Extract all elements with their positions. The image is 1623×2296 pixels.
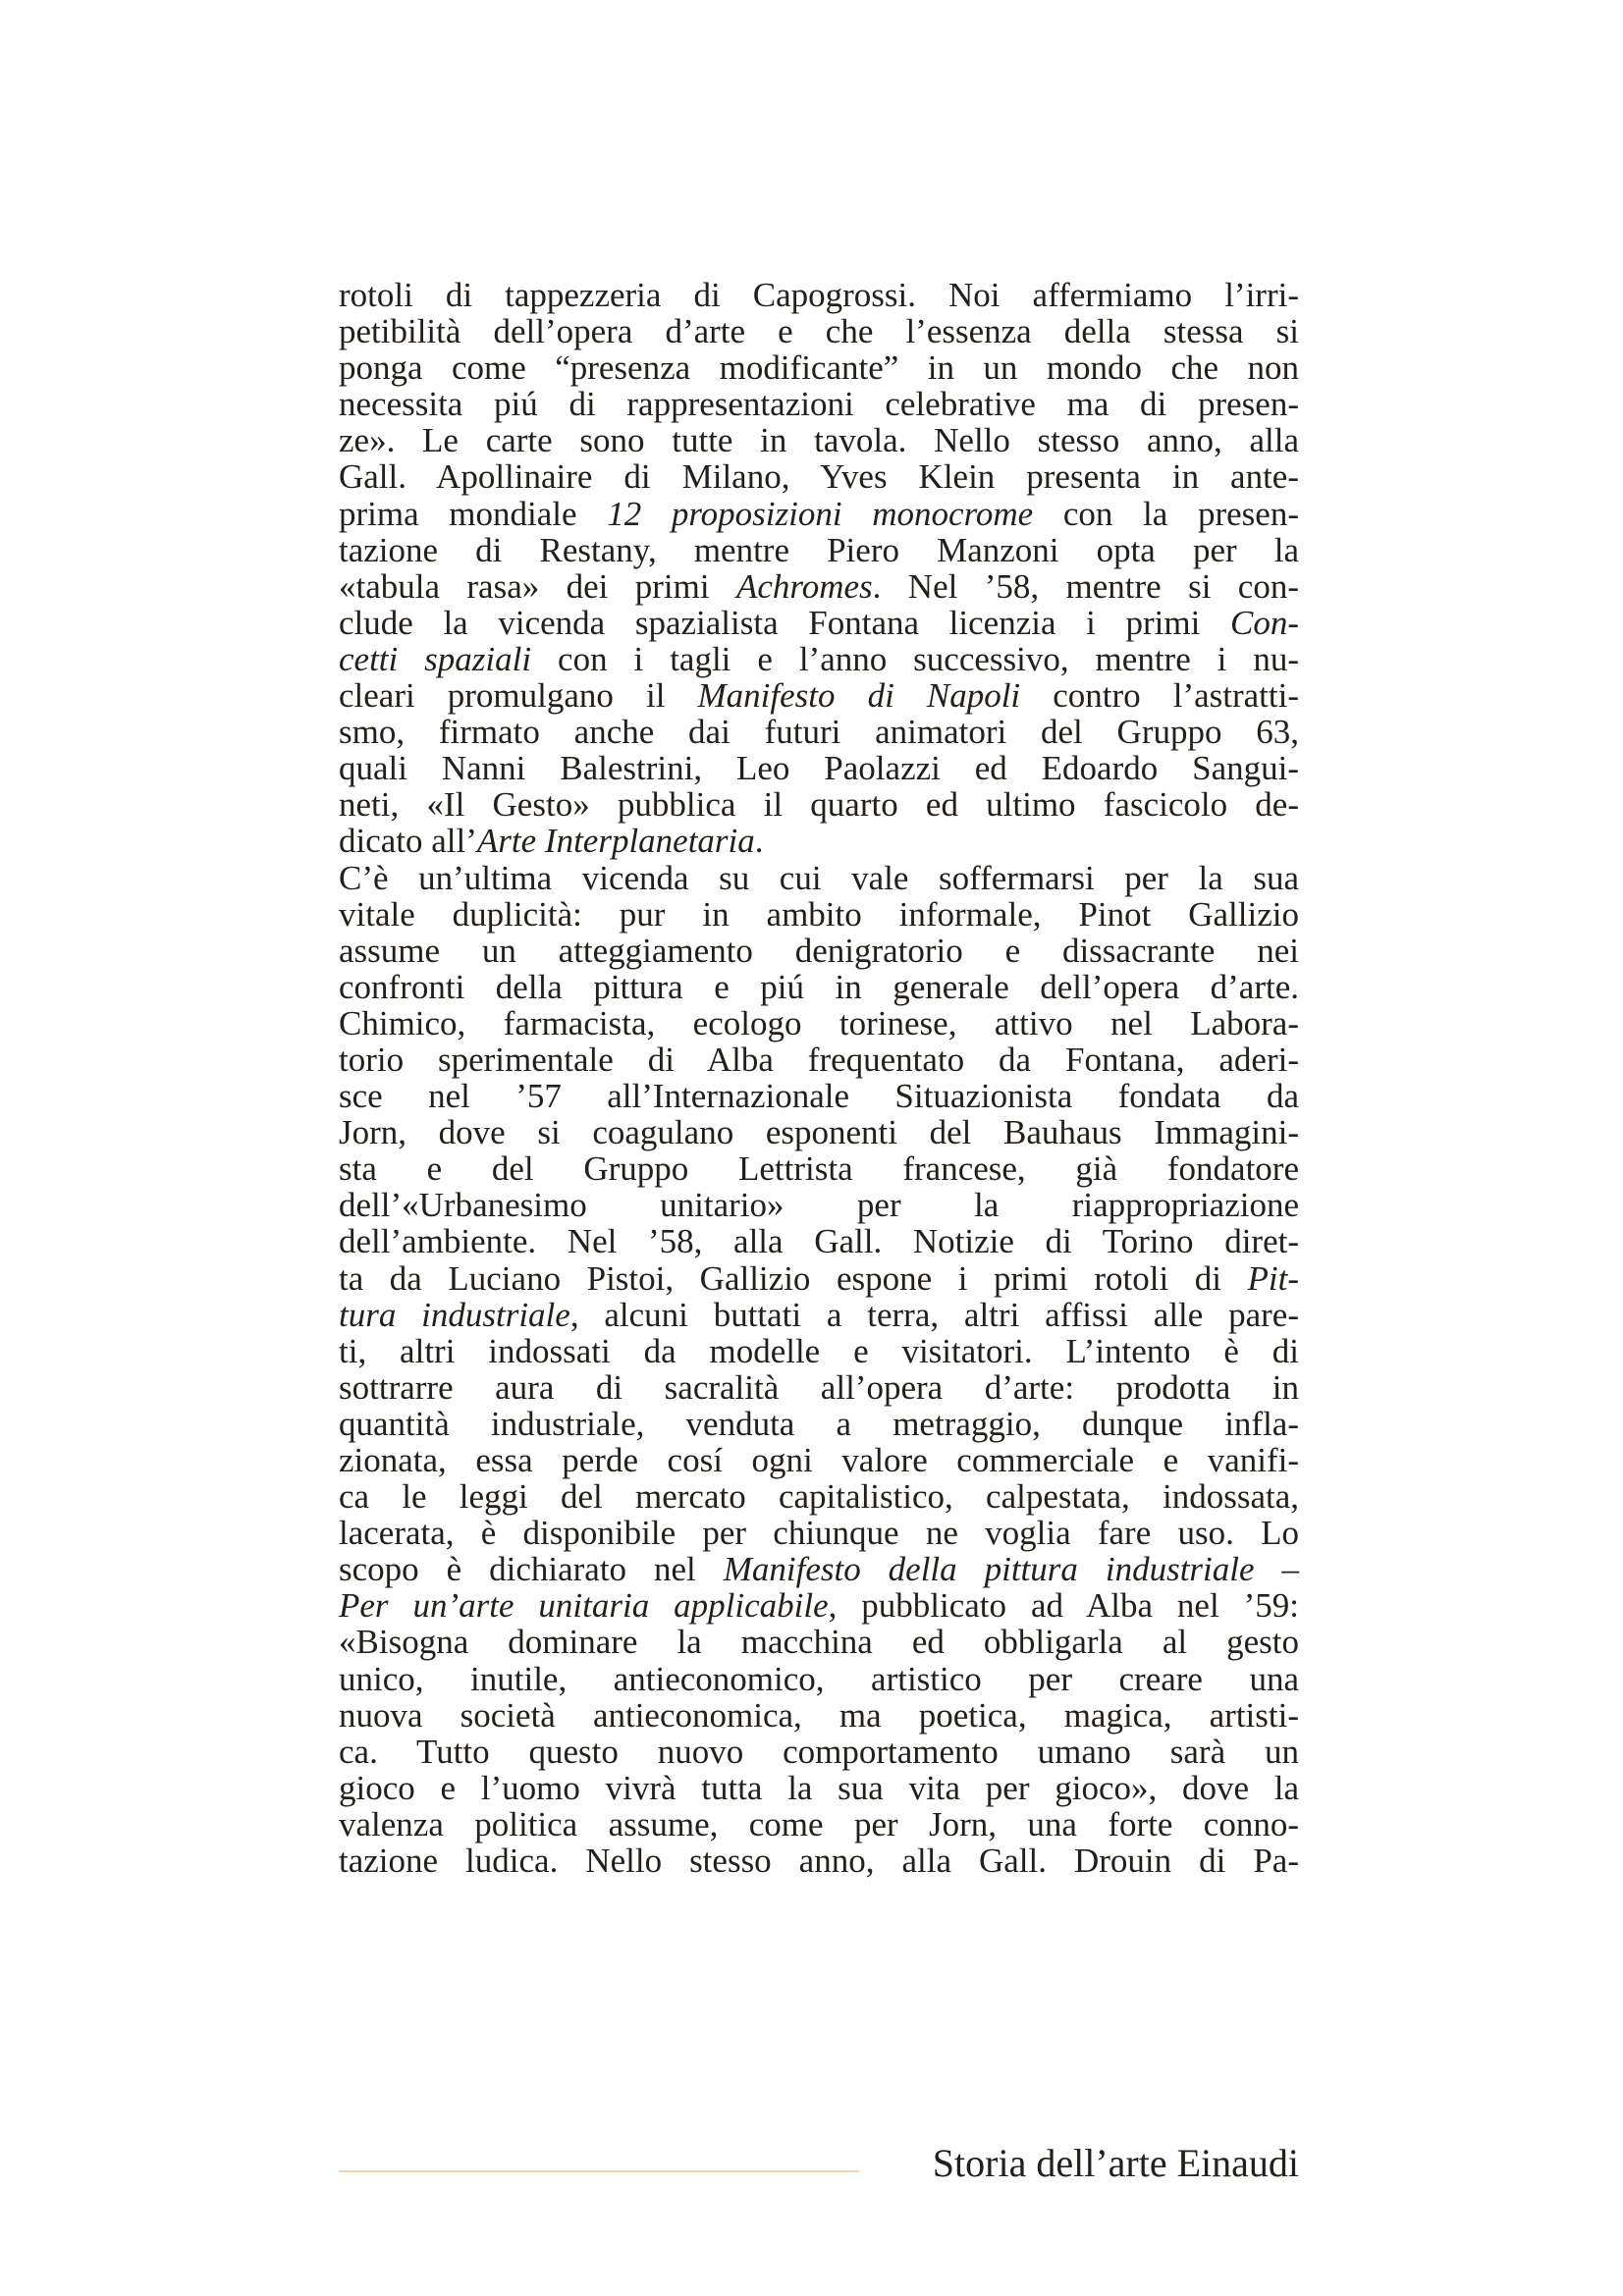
text-line bbox=[339, 1187, 1299, 1223]
text-segment: Jorn, dove si coagulano esponenti del Bauhaus Immagini- bbox=[339, 1113, 1299, 1152]
text-segment: , pubblicato ad Alba nel ’59: bbox=[828, 1586, 1299, 1626]
text-segment: cleari promulgano il bbox=[339, 676, 698, 716]
text-line bbox=[339, 1078, 1299, 1114]
text-line bbox=[339, 1734, 1299, 1770]
text-segment: nuova società antieconomica, ma poetica, magica, artisti- bbox=[339, 1695, 1299, 1735]
text-line bbox=[339, 349, 1299, 386]
text-segment: dicato all’ bbox=[339, 822, 477, 861]
text-line bbox=[339, 1587, 1299, 1624]
text-line bbox=[339, 1005, 1299, 1041]
text-segment: assume un atteggiamento denigratorio e dissacrante nei bbox=[339, 931, 1299, 970]
footer-title: Storia dell’arte Einaudi bbox=[932, 2141, 1299, 2185]
italic-title: Arte Interplanetaria bbox=[476, 822, 755, 861]
text-segment: tazione di Restany, mentre Piero Manzoni opta per la bbox=[339, 530, 1299, 569]
text-line bbox=[339, 1551, 1299, 1587]
text-line bbox=[339, 1041, 1299, 1078]
text-line bbox=[339, 1260, 1299, 1297]
text-segment: vitale duplicità: pur in ambito informale, Pinot Gallizio bbox=[339, 894, 1299, 934]
text-segment: «tabula rasa» dei primi bbox=[339, 566, 736, 606]
text-line bbox=[339, 1515, 1299, 1551]
italic-title: Achromes bbox=[736, 566, 873, 606]
text-segment: . Nel ’58, mentre si con- bbox=[872, 566, 1299, 606]
text-segment: petibilità dell’opera d’arte e che l’essenza della stessa si bbox=[339, 312, 1299, 351]
text-segment: contro l’astratti- bbox=[1020, 676, 1300, 716]
text-segment: sce nel ’57 all’Internazionale Situazionista fondata da bbox=[339, 1077, 1299, 1116]
text-line bbox=[339, 313, 1299, 349]
text-segment: valenza politica assume, come per Jorn, una forte conno- bbox=[339, 1804, 1299, 1843]
text-segment: prima mondiale bbox=[339, 494, 608, 533]
text-segment: ti, altri indossati da modelle e visitatori. L’intento è di bbox=[339, 1331, 1299, 1370]
text-segment: ca le leggi del mercato capitalistico, calpestata, indossata, bbox=[339, 1477, 1299, 1517]
text-segment: . bbox=[754, 822, 764, 861]
text-line bbox=[339, 933, 1299, 969]
text-segment: scopo è dichiarato nel bbox=[339, 1550, 724, 1589]
text-segment: necessita piú di rappresentazioni celebrative ma di presen- bbox=[339, 385, 1299, 424]
italic-title: Manifesto di Napoli bbox=[697, 676, 1021, 716]
text-line bbox=[339, 1406, 1299, 1442]
text-segment: ponga come “presenza modificante” in un mondo che non bbox=[339, 348, 1299, 388]
text-segment: neti, «Il Gesto» pubblica il quarto ed ultimo fascicolo de- bbox=[339, 785, 1299, 825]
text-line bbox=[339, 277, 1299, 313]
text-line bbox=[339, 386, 1299, 422]
text-line bbox=[339, 714, 1299, 750]
text-line bbox=[339, 1624, 1299, 1660]
text-line bbox=[339, 605, 1299, 641]
text-segment: con i tagli e l’anno successivo, mentre i nu- bbox=[531, 639, 1299, 678]
text-segment: torio sperimentale di Alba frequentato da Fontana, aderi- bbox=[339, 1040, 1299, 1079]
italic-title: Manifesto della pittura industriale – bbox=[723, 1550, 1299, 1589]
text-line bbox=[339, 1333, 1299, 1369]
text-segment: sottrarre aura di sacralità all’opera d’arte: prodotta in bbox=[339, 1367, 1299, 1407]
text-segment: zionata, essa perde cosí ogni valore commerciale e vanifi- bbox=[339, 1441, 1299, 1479]
text-segment: dell’«Urbanesimo unitario» per la riappropriazione bbox=[339, 1186, 1299, 1225]
text-segment: ca. Tutto questo nuovo comportamento umano sarà un bbox=[339, 1732, 1299, 1771]
text-line bbox=[339, 1369, 1299, 1406]
text-segment: confronti della pittura e piú in generale dell’opera d’arte. bbox=[339, 967, 1299, 1006]
text-segment: Gall. Apollinaire di Milano, Yves Klein presenta in ante- bbox=[339, 457, 1299, 497]
text-line bbox=[339, 568, 1299, 605]
text-line bbox=[339, 1442, 1299, 1478]
text-line bbox=[339, 1697, 1299, 1734]
text-segment: quantità industriale, venduta a metraggio, dunque infla- bbox=[339, 1404, 1299, 1443]
text-line bbox=[339, 532, 1299, 568]
text-line bbox=[339, 1223, 1299, 1259]
text-line bbox=[339, 896, 1299, 933]
text-line bbox=[339, 1842, 1299, 1879]
italic-title: Per un’arte unitaria applicabile bbox=[339, 1586, 829, 1626]
text-segment: rotoli di tappezzeria di Capogrossi. Noi affermiamo l’irri- bbox=[339, 276, 1299, 314]
text-segment: «Bisogna dominare la macchina ed obbligarla al gesto bbox=[339, 1623, 1299, 1662]
text-segment: smo, firmato anche dai futuri animatori del Gruppo 63, bbox=[339, 713, 1299, 752]
text-line bbox=[339, 823, 1299, 859]
text-line bbox=[339, 786, 1299, 823]
text-line bbox=[339, 458, 1299, 495]
italic-title: cetti spaziali bbox=[339, 639, 532, 678]
text-line bbox=[339, 1114, 1299, 1150]
text-line bbox=[339, 677, 1299, 714]
text-line bbox=[339, 1150, 1299, 1187]
text-segment: , alcuni buttati a terra, altri affissi alle pare- bbox=[569, 1295, 1299, 1334]
page-footer bbox=[339, 2120, 1299, 2185]
text-segment: clude la vicenda spazialista Fontana licenzia i primi bbox=[339, 603, 1230, 642]
italic-title: Pit- bbox=[1247, 1258, 1299, 1298]
text-segment: gioco e l’uomo vivrà tutta la sua vita per gioco», dove la bbox=[339, 1768, 1299, 1807]
italic-title: tura industriale bbox=[339, 1295, 570, 1334]
text-line bbox=[339, 641, 1299, 677]
italic-title: 12 proposizioni monocrome bbox=[607, 494, 1034, 533]
text-line bbox=[339, 1661, 1299, 1697]
text-line bbox=[339, 1297, 1299, 1333]
text-line bbox=[339, 860, 1299, 896]
text-segment: Chimico, farmacista, ecologo torinese, attivo nel Labora- bbox=[339, 1003, 1299, 1042]
text-line bbox=[339, 750, 1299, 786]
text-line bbox=[339, 496, 1299, 532]
text-segment: lacerata, è disponibile per chiunque ne voglia fare uso. Lo bbox=[339, 1514, 1299, 1553]
text-segment: ta da Luciano Pistoi, Gallizio espone i primi rotoli di bbox=[339, 1258, 1248, 1298]
text-segment: ze». Le carte sono tutte in tavola. Nello stesso anno, alla bbox=[339, 421, 1299, 460]
text-line bbox=[339, 969, 1299, 1005]
text-line bbox=[339, 1770, 1299, 1806]
text-line bbox=[339, 1806, 1299, 1842]
text-line bbox=[339, 1478, 1299, 1515]
text-segment: unico, inutile, antieconomico, artistico per creare una bbox=[339, 1659, 1299, 1698]
italic-title: Con- bbox=[1230, 603, 1299, 642]
text-segment: tazione ludica. Nello stesso anno, alla Gall. Drouin di Pa- bbox=[339, 1842, 1299, 1881]
text-segment: sta e del Gruppo Lettrista francese, già fondatore bbox=[339, 1149, 1299, 1189]
text-line bbox=[339, 422, 1299, 458]
text-segment: quali Nanni Balestrini, Leo Paolazzi ed Edoardo Sangui- bbox=[339, 749, 1299, 788]
text-segment: con la presen- bbox=[1033, 494, 1299, 533]
footer-rule bbox=[339, 2170, 859, 2172]
text-segment: dell’ambiente. Nel ’58, alla Gall. Notizie di Torino diret- bbox=[339, 1222, 1299, 1261]
body-text bbox=[339, 277, 1299, 1879]
text-segment: C’è un’ultima vicenda su cui vale soffermarsi per la sua bbox=[339, 858, 1299, 897]
